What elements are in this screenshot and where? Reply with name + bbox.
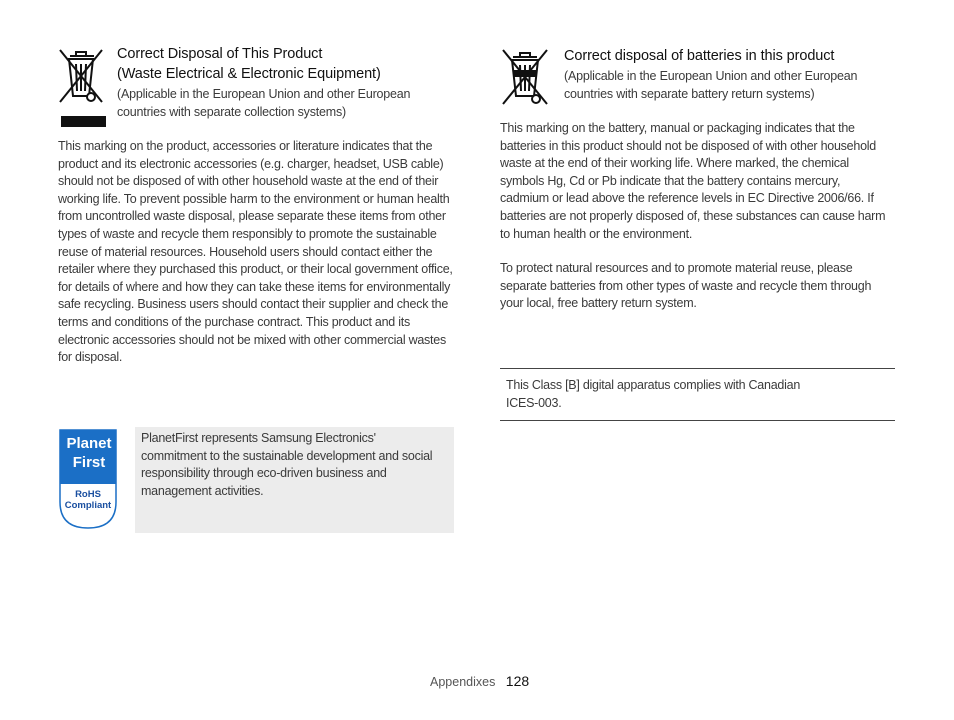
canada-notice-line1: This Class [B] digital apparatus complies with Canadian	[506, 378, 801, 392]
separate-collection-bar	[61, 116, 106, 127]
planetfirst-logo-line1: Planet	[66, 435, 112, 452]
rohs-badge-line1: RoHS	[75, 489, 101, 500]
page-number: 128	[505, 673, 530, 689]
planetfirst-logo	[56, 426, 120, 532]
battery-body-paragraph-1: This marking on the battery, manual or packaging indicates that the batteries in this product should not be disposed of with other household waste at the end of their working life. Where marked, the chemical symbols Hg, Cd or Pb indicate that the battery contains mercury, cadmium or lead above the reference levels in EC Directive 2006/66. If batteries are not properly disposed of, these substances can cause harm to human health or the environment.	[500, 121, 886, 241]
battery-subtitle-line2: countries with separate battery return systems)	[564, 87, 815, 101]
weee-subtitle-line1: (Applicable in the European Union and other European	[117, 87, 411, 101]
planetfirst-text: PlanetFirst represents Samsung Electronics' commitment to the sustainable development and social responsibility through eco-driven business and management activities.	[141, 431, 433, 498]
canada-notice-top-rule	[500, 368, 895, 369]
rohs-badge-line2: Compliant	[64, 500, 112, 511]
weee-title-line1: Correct Disposal of This Product	[117, 46, 323, 62]
battery-body-paragraph-2: To protect natural resources and to promote material reuse, please separate batteries from other types of waste and recycle them through your local, free battery return system.	[500, 261, 872, 311]
weee-body-text: This marking on the product, accessories or literature indicates that the product and its electronic accessories (e.g. charger, headset, USB cable) should not be disposed of with other household waste at the end of their working life. To prevent possible harm to the environment or human health from uncontrolled waste disposal, please separate these items from other types of waste and recycle them responsibly to promote the sustainable reuse of material resources. Household users should contact either the retailer where they purchased this product, or their local government office, for details of where and how they can take these items for environmentally safe recycling. Business users should contact their supplier and check the terms and conditions of the purchase contract. This product and its electronic accessories should not be mixed with other commercial wastes for disposal.	[58, 139, 453, 365]
battery-subtitle-line1: (Applicable in the European Union and other European	[564, 69, 858, 83]
battery-title: Correct disposal of batteries in this product	[564, 48, 835, 64]
weee-title-line2: (Waste Electrical & Electronic Equipment)	[117, 66, 381, 82]
page-footer	[430, 673, 529, 691]
planetfirst-info-box	[135, 427, 454, 533]
canada-notice-bottom-rule	[500, 420, 895, 421]
canada-notice-line2: ICES-003.	[506, 396, 562, 410]
crossed-out-wheelie-bin-icon	[56, 46, 106, 106]
crossed-out-battery-bin-icon	[499, 46, 551, 108]
footer-section-label: Appendixes	[430, 675, 496, 689]
planetfirst-logo-line2: First	[72, 454, 106, 471]
weee-subtitle-line2: countries with separate collection systems)	[117, 105, 346, 119]
